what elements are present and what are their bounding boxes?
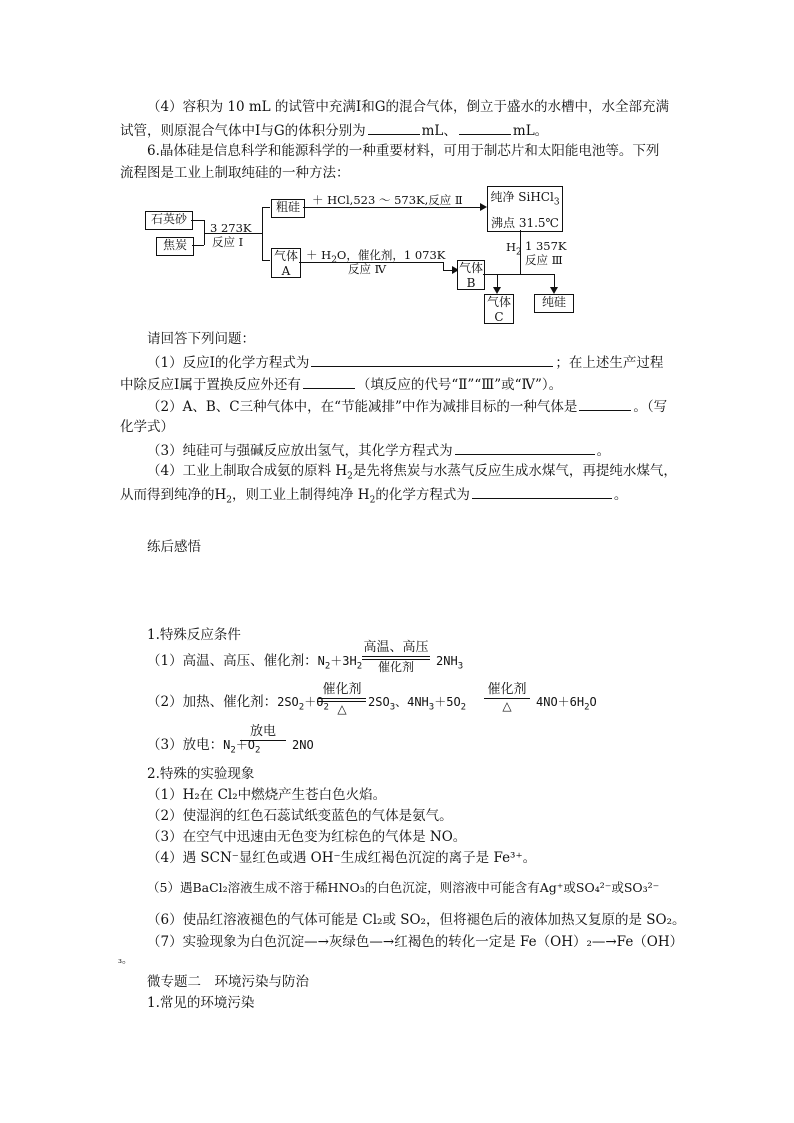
answer-blank[interactable] (459, 120, 511, 135)
p4-line-2: 从而得到纯净的$H_2$，则工业上制得纯净 $H_2$的化学方程式为 。 (120, 484, 627, 510)
s1-2-product-2: $4NO+6H_2O$ (536, 695, 597, 713)
box-gas-b: 气体 B (458, 261, 483, 290)
cond-4-bot: 反应 Ⅳ (348, 262, 387, 276)
p2-line-1: （2）A、B、C三种气体中，在“节能减排”中作为减排目标的一种气体是 。（写 (147, 396, 667, 416)
micro-topic-2: 微专题二 环境污染与防治 (147, 974, 309, 990)
answer-blank[interactable] (311, 352, 553, 367)
box-crude-si: 粗硅 (271, 199, 305, 218)
h2-label: $H_2$ (506, 240, 522, 258)
s2-item-6: （6）使品红溶液褪色的气体可能是 Cl₂或 SO₂，但将褪色后的液体加热又复原的是 SO₂。 (147, 912, 686, 928)
s2-item-5: （5）遇BaCl₂溶液生成不溶于稀HNO₃的白色沉淀，则溶液中可能含有Ag⁺或SO₄²⁻或SO₃²⁻ (147, 880, 660, 895)
cond-2: ＋ HCl,523 ～ 573K,反应 Ⅱ (312, 193, 463, 207)
answer-blank[interactable] (368, 120, 420, 135)
cond-3-top: 1 357K (525, 239, 567, 253)
s2-item-2: （2）使湿润的红色石蕊试纸变蓝色的气体是氨气。 (147, 808, 453, 824)
cond-nh3: 催化剂 △ (484, 682, 530, 713)
reflection-heading: 练后感悟 (147, 539, 201, 555)
p4-line-1: （4）工业上制取合成氨的原料 $H_2$是先将焦炭与水蒸气反应生成水煤气，再提纯水煤气， (147, 463, 677, 482)
s2-item-1: （1）H₂在 Cl₂中燃烧产生苍白色火焰。 (147, 787, 387, 803)
s1-1-product: $2NH_3$ (436, 654, 464, 672)
s2-item-7-tail: ₃。 (118, 955, 133, 966)
box-gas-c: 气体 C (484, 294, 514, 324)
cond-haber: 高温、高压 催化剂 (363, 640, 429, 674)
cond-so2: 催化剂 △ (318, 682, 366, 716)
answer-blank[interactable] (303, 374, 355, 389)
cond-1-bot: 反应 Ⅰ (212, 235, 244, 249)
box-coke: 焦炭 (156, 237, 194, 256)
answer-blank[interactable] (455, 440, 595, 455)
cond-4-top: ＋ $H_2O$，催化剂，1 073K (306, 248, 446, 266)
p1-line-2: 中除反应Ⅰ属于置换反应外还有 （填反应的代号“Ⅱ”“Ⅲ”或“Ⅳ”）。 (120, 374, 562, 394)
q6-line-2: 流程图是工业上制取纯硅的一种方法： (120, 165, 350, 181)
s2-item-4: （4）遇 SCN⁻显红色或遇 OH⁻生成红褐色沉淀的离子是 Fe³⁺。 (147, 850, 537, 866)
ask-line: 请回答下列问题： (147, 331, 255, 347)
s2-title: 2.特殊的实验现象 (147, 766, 255, 782)
s1-1-line: （1）高温、高压、催化剂：$N_2+3H_2$ (147, 653, 363, 672)
box-quartz: 石英砂 (145, 211, 193, 230)
q4-line-2: 试管，则原混合气体中Ⅰ与G的体积分别为 mL、 mL。 (120, 120, 548, 140)
s2-item-7: （7）实验现象为白色沉淀—→灰绿色—→红褐色的转化一定是 Fe（OH）₂—→Fe（OH） (147, 934, 684, 950)
p1-line-1: （1）反应Ⅰ的化学方程式为 ；在上述生产过程 (147, 352, 663, 372)
q4-line-1: （4）容积为 10 mL 的试管中充满Ⅰ和G的混合气体，倒立于盛水的水槽中，水全部充满 (147, 99, 670, 115)
cond-discharge: 放电 (240, 724, 286, 742)
s1-3-line: （3）放电：$N_2+O_2$ (147, 737, 261, 756)
box-pure-si: 纯硅 (534, 294, 574, 313)
answer-blank[interactable] (472, 484, 612, 499)
s2-item-3: （3）在空气中迅速由无色变为红棕色的气体是 NO。 (147, 829, 467, 845)
s1-title: 1.特殊反应条件 (147, 627, 241, 643)
cond-1-top: 3 273K (210, 221, 252, 235)
answer-blank[interactable] (579, 396, 631, 411)
s1-3-product: 2NO (292, 738, 314, 752)
p3-line: （3）纯硅可与强碱反应放出氢气，其化学方程式为 。 (147, 440, 610, 460)
m1-title: 1.常见的环境污染 (147, 995, 255, 1011)
s1-2-product: $2SO_3$、$4NH_3+5O_2$ (368, 695, 467, 713)
s1-2-line: （2）加热、催化剂：$2SO_2+O_2$ (147, 694, 329, 713)
q6-line-1: 6.晶体硅是信息科学和能源科学的一种重要材料，可用于制芯片和太阳能电池等。下列 (147, 143, 660, 159)
p2-line-2: 化学式） (120, 419, 174, 435)
box-gas-a: 气体 A (271, 248, 301, 278)
box-sihcl3: 纯净 SiHCl$_3$ 沸点 31.5℃ (487, 186, 563, 232)
cond-3-bot: 反应 Ⅲ (525, 253, 563, 267)
